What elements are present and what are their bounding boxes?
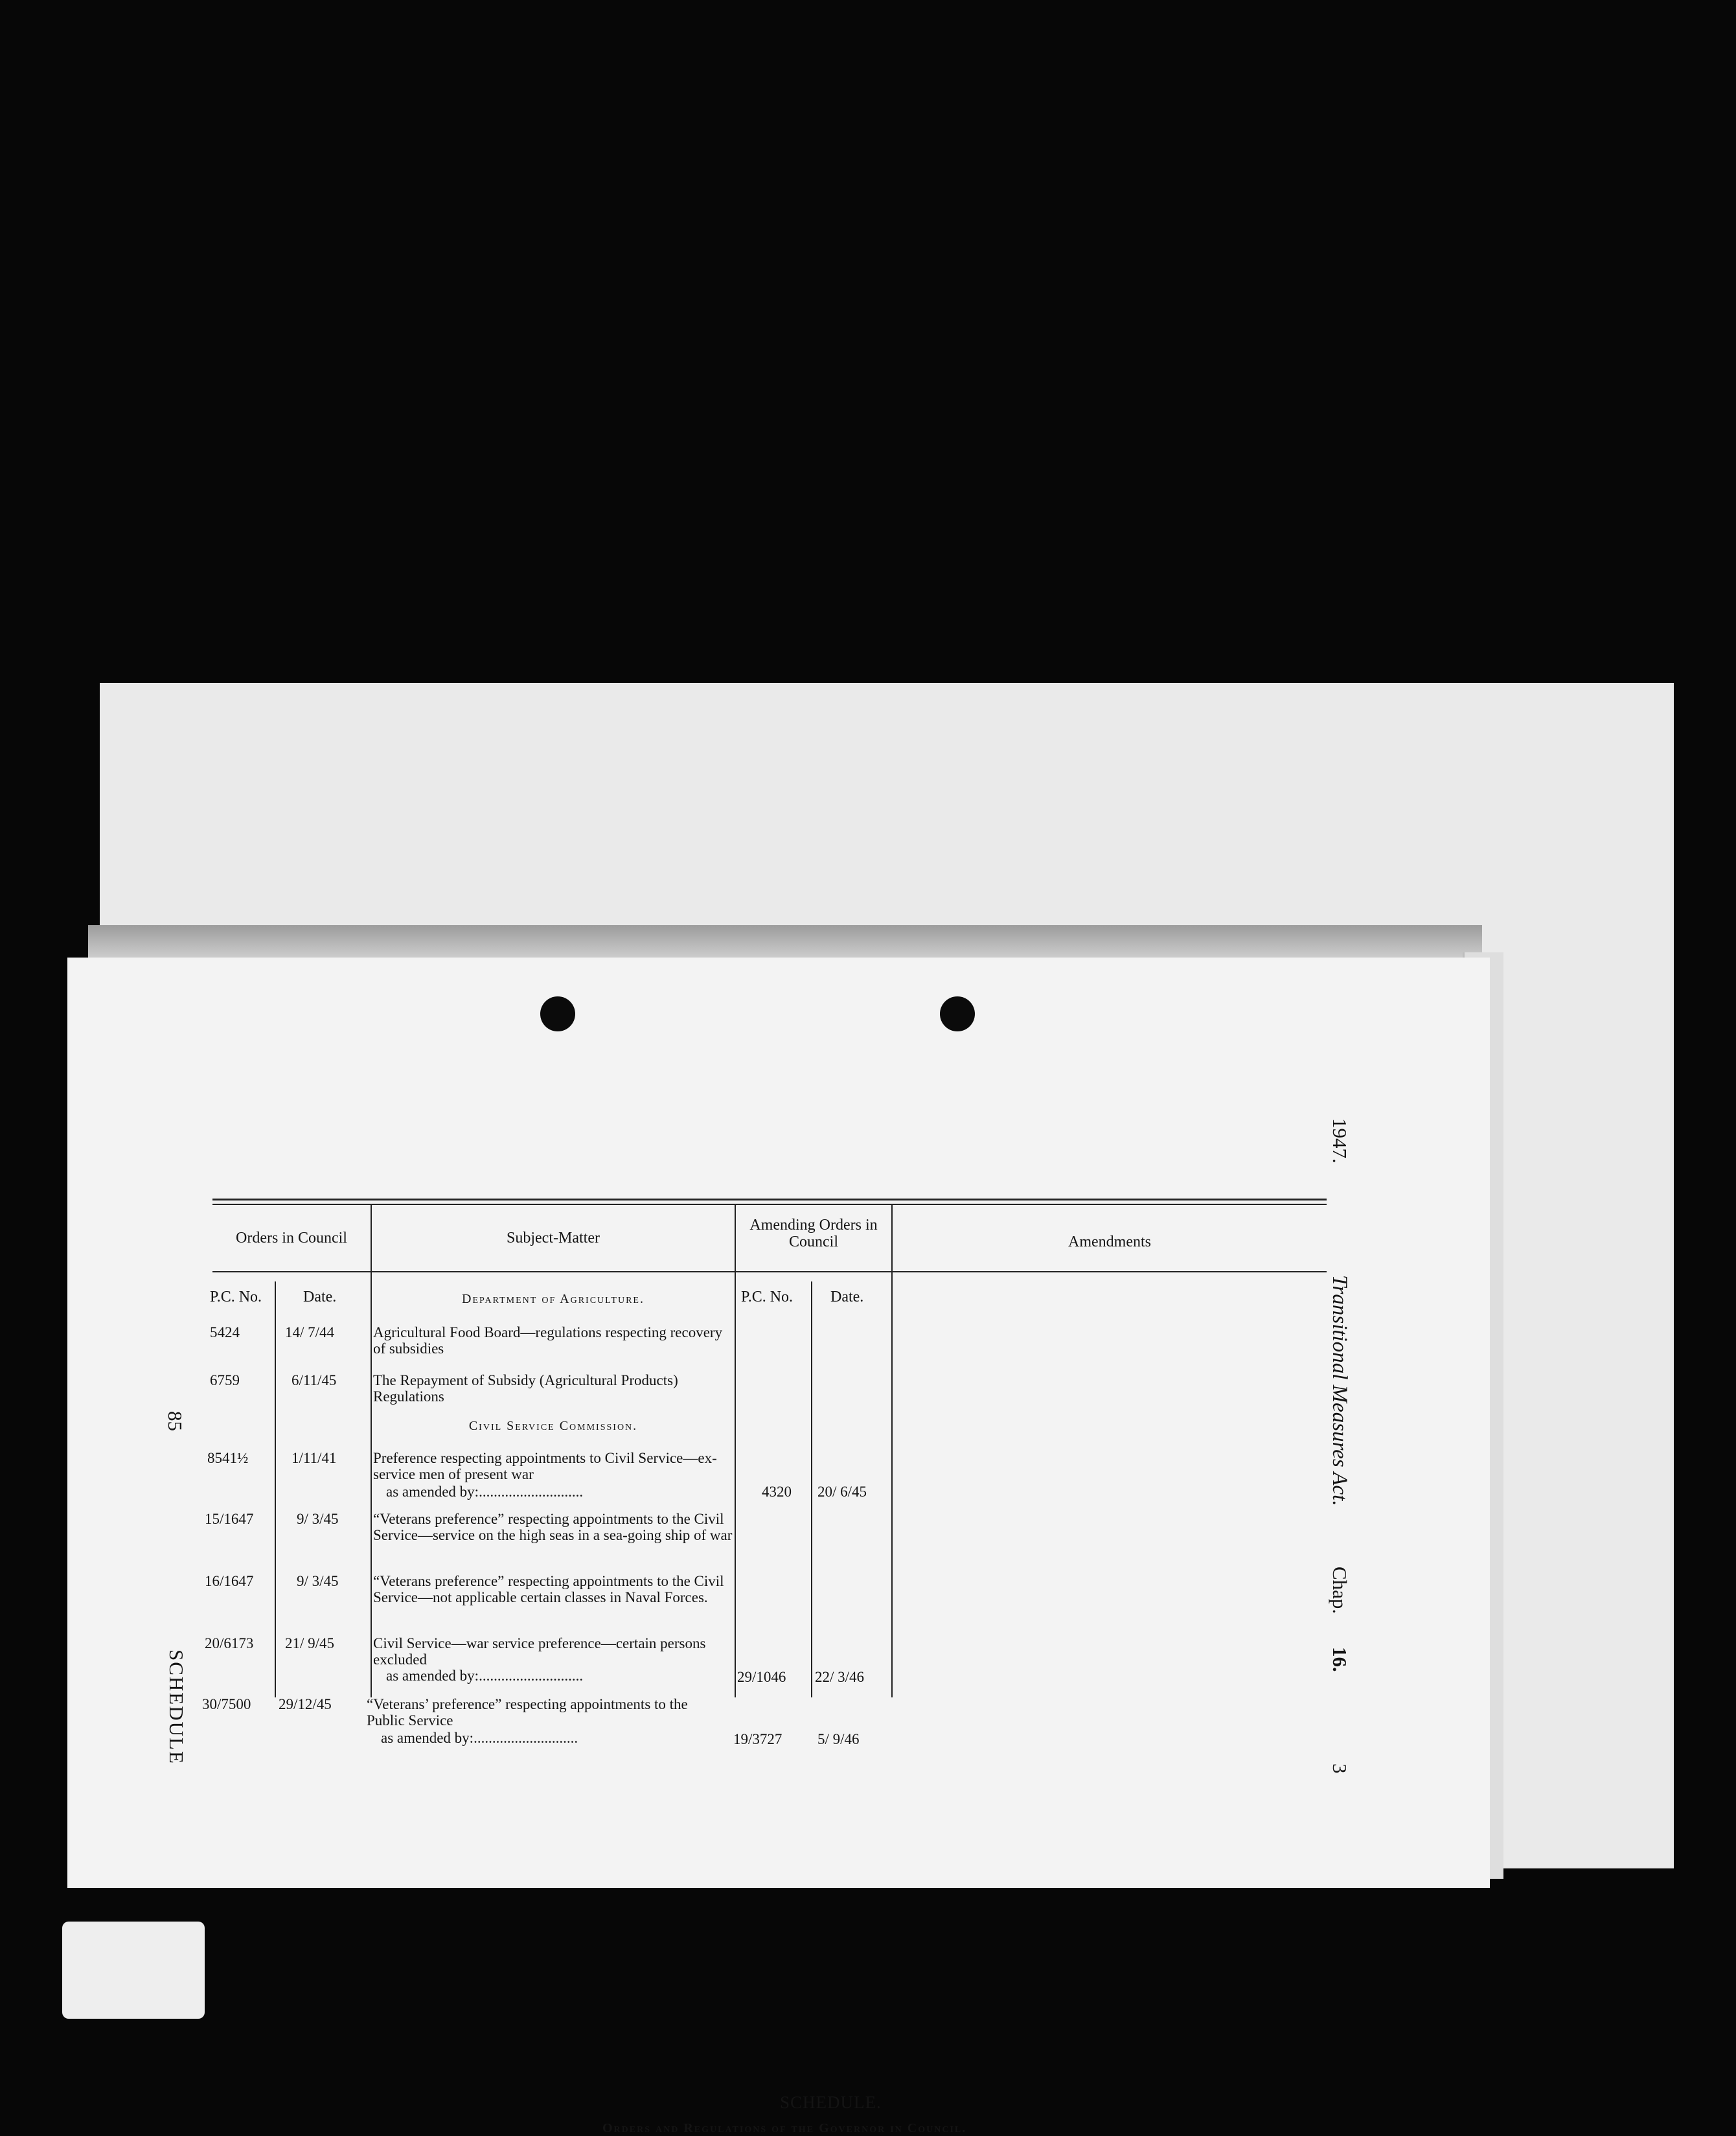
row-date: 1/11/41 bbox=[291, 1450, 337, 1466]
row-pc-no: 16/1647 bbox=[205, 1573, 254, 1589]
index-tab bbox=[62, 1922, 205, 2019]
row-subject: “Veterans preference” respecting appointments to the Civil Service—service on the high seas in a sea-going ship of war bbox=[373, 1511, 733, 1543]
row-amend-pc-no: 4320 bbox=[762, 1484, 792, 1500]
page-number: 3 bbox=[1329, 1763, 1351, 1774]
col-header-amend-date: Date. bbox=[830, 1289, 864, 1305]
row-amend-pc-no: 19/3727 bbox=[733, 1731, 782, 1747]
row-date: 21/ 9/45 bbox=[285, 1635, 335, 1651]
row-date: 6/11/45 bbox=[291, 1372, 337, 1388]
row-pc-no: 15/1647 bbox=[205, 1511, 254, 1527]
header-subject-matter: Subject-Matter bbox=[507, 1230, 600, 1246]
row-amended-by: as amended by:............................ bbox=[386, 1484, 584, 1500]
col-rule-orders bbox=[371, 1204, 372, 1697]
left-side-label: SCHEDULE bbox=[165, 1649, 188, 1765]
page-subtitle: Orders and Regulations of the Governor in Council. bbox=[602, 2121, 967, 2135]
col-rule-subject bbox=[735, 1204, 736, 1697]
left-page-number: 85 bbox=[164, 1411, 187, 1431]
row-subject: Preference respecting appointments to Civil Service—ex-service men of present war bbox=[373, 1450, 717, 1482]
row-date: 9/ 3/45 bbox=[297, 1573, 339, 1589]
row-amended-by: as amended by:............................ bbox=[386, 1668, 584, 1684]
table-top-rule bbox=[212, 1199, 1327, 1200]
row-subject: “Veterans preference” respecting appointments to the Civil Service—not applicable certain classes in Naval Forces. bbox=[373, 1573, 724, 1605]
row-date: 9/ 3/45 bbox=[297, 1511, 339, 1527]
section-heading: Department of Agriculture. bbox=[462, 1292, 645, 1306]
header-rule bbox=[212, 1271, 1327, 1272]
year-label: 1947. bbox=[1329, 1118, 1351, 1164]
row-subject: Civil Service—war service preference—certain persons excluded bbox=[373, 1635, 706, 1668]
col-rule-date bbox=[275, 1281, 276, 1697]
row-subject: Agricultural Food Board—regulations respecting recovery of subsidies bbox=[373, 1324, 723, 1357]
header-amendments: Amendments bbox=[1068, 1234, 1151, 1250]
row-amend-date: 20/ 6/45 bbox=[817, 1484, 867, 1500]
punch-hole-left bbox=[540, 996, 575, 1031]
row-subject: “Veterans’ preference” respecting appointments to the Public Service bbox=[367, 1696, 688, 1728]
col-header-date: Date. bbox=[303, 1289, 337, 1305]
row-date: 14/ 7/44 bbox=[285, 1324, 335, 1340]
col-header-pc-no: P.C. No. bbox=[210, 1289, 262, 1305]
running-head: Transitional Measures Act. bbox=[1328, 1275, 1351, 1506]
row-pc-no: 8541½ bbox=[207, 1450, 249, 1466]
row-amend-pc-no: 29/1046 bbox=[737, 1669, 786, 1685]
section-heading: Civil Service Commission. bbox=[468, 1419, 638, 1433]
table-top-rule-2 bbox=[212, 1204, 1327, 1205]
chapter-label: Chap. bbox=[1329, 1567, 1351, 1614]
document-page bbox=[67, 958, 1490, 2135]
row-pc-no: 6759 bbox=[210, 1372, 240, 1388]
row-subject: The Repayment of Subsidy (Agricultural Products) Regulations bbox=[373, 1372, 678, 1405]
col-rule-amending bbox=[891, 1204, 893, 1697]
row-amend-date: 5/ 9/46 bbox=[817, 1731, 860, 1747]
header-amending-orders: Amending Orders in Council bbox=[749, 1217, 878, 1250]
row-date: 29/12/45 bbox=[279, 1696, 332, 1712]
row-amended-by: as amended by:............................ bbox=[381, 1730, 578, 1746]
row-pc-no: 5424 bbox=[210, 1324, 240, 1340]
row-pc-no: 20/6173 bbox=[205, 1635, 254, 1651]
chapter-number: 16. bbox=[1329, 1647, 1351, 1672]
col-rule-amend-date bbox=[811, 1281, 812, 1697]
row-pc-no: 30/7500 bbox=[202, 1696, 251, 1712]
punch-hole-right bbox=[940, 996, 975, 1031]
row-amend-date: 22/ 3/46 bbox=[815, 1669, 865, 1685]
col-header-amend-pc-no: P.C. No. bbox=[741, 1289, 794, 1305]
page-title: SCHEDULE. bbox=[780, 2093, 882, 2112]
header-orders-in-council: Orders in Council bbox=[236, 1230, 347, 1246]
